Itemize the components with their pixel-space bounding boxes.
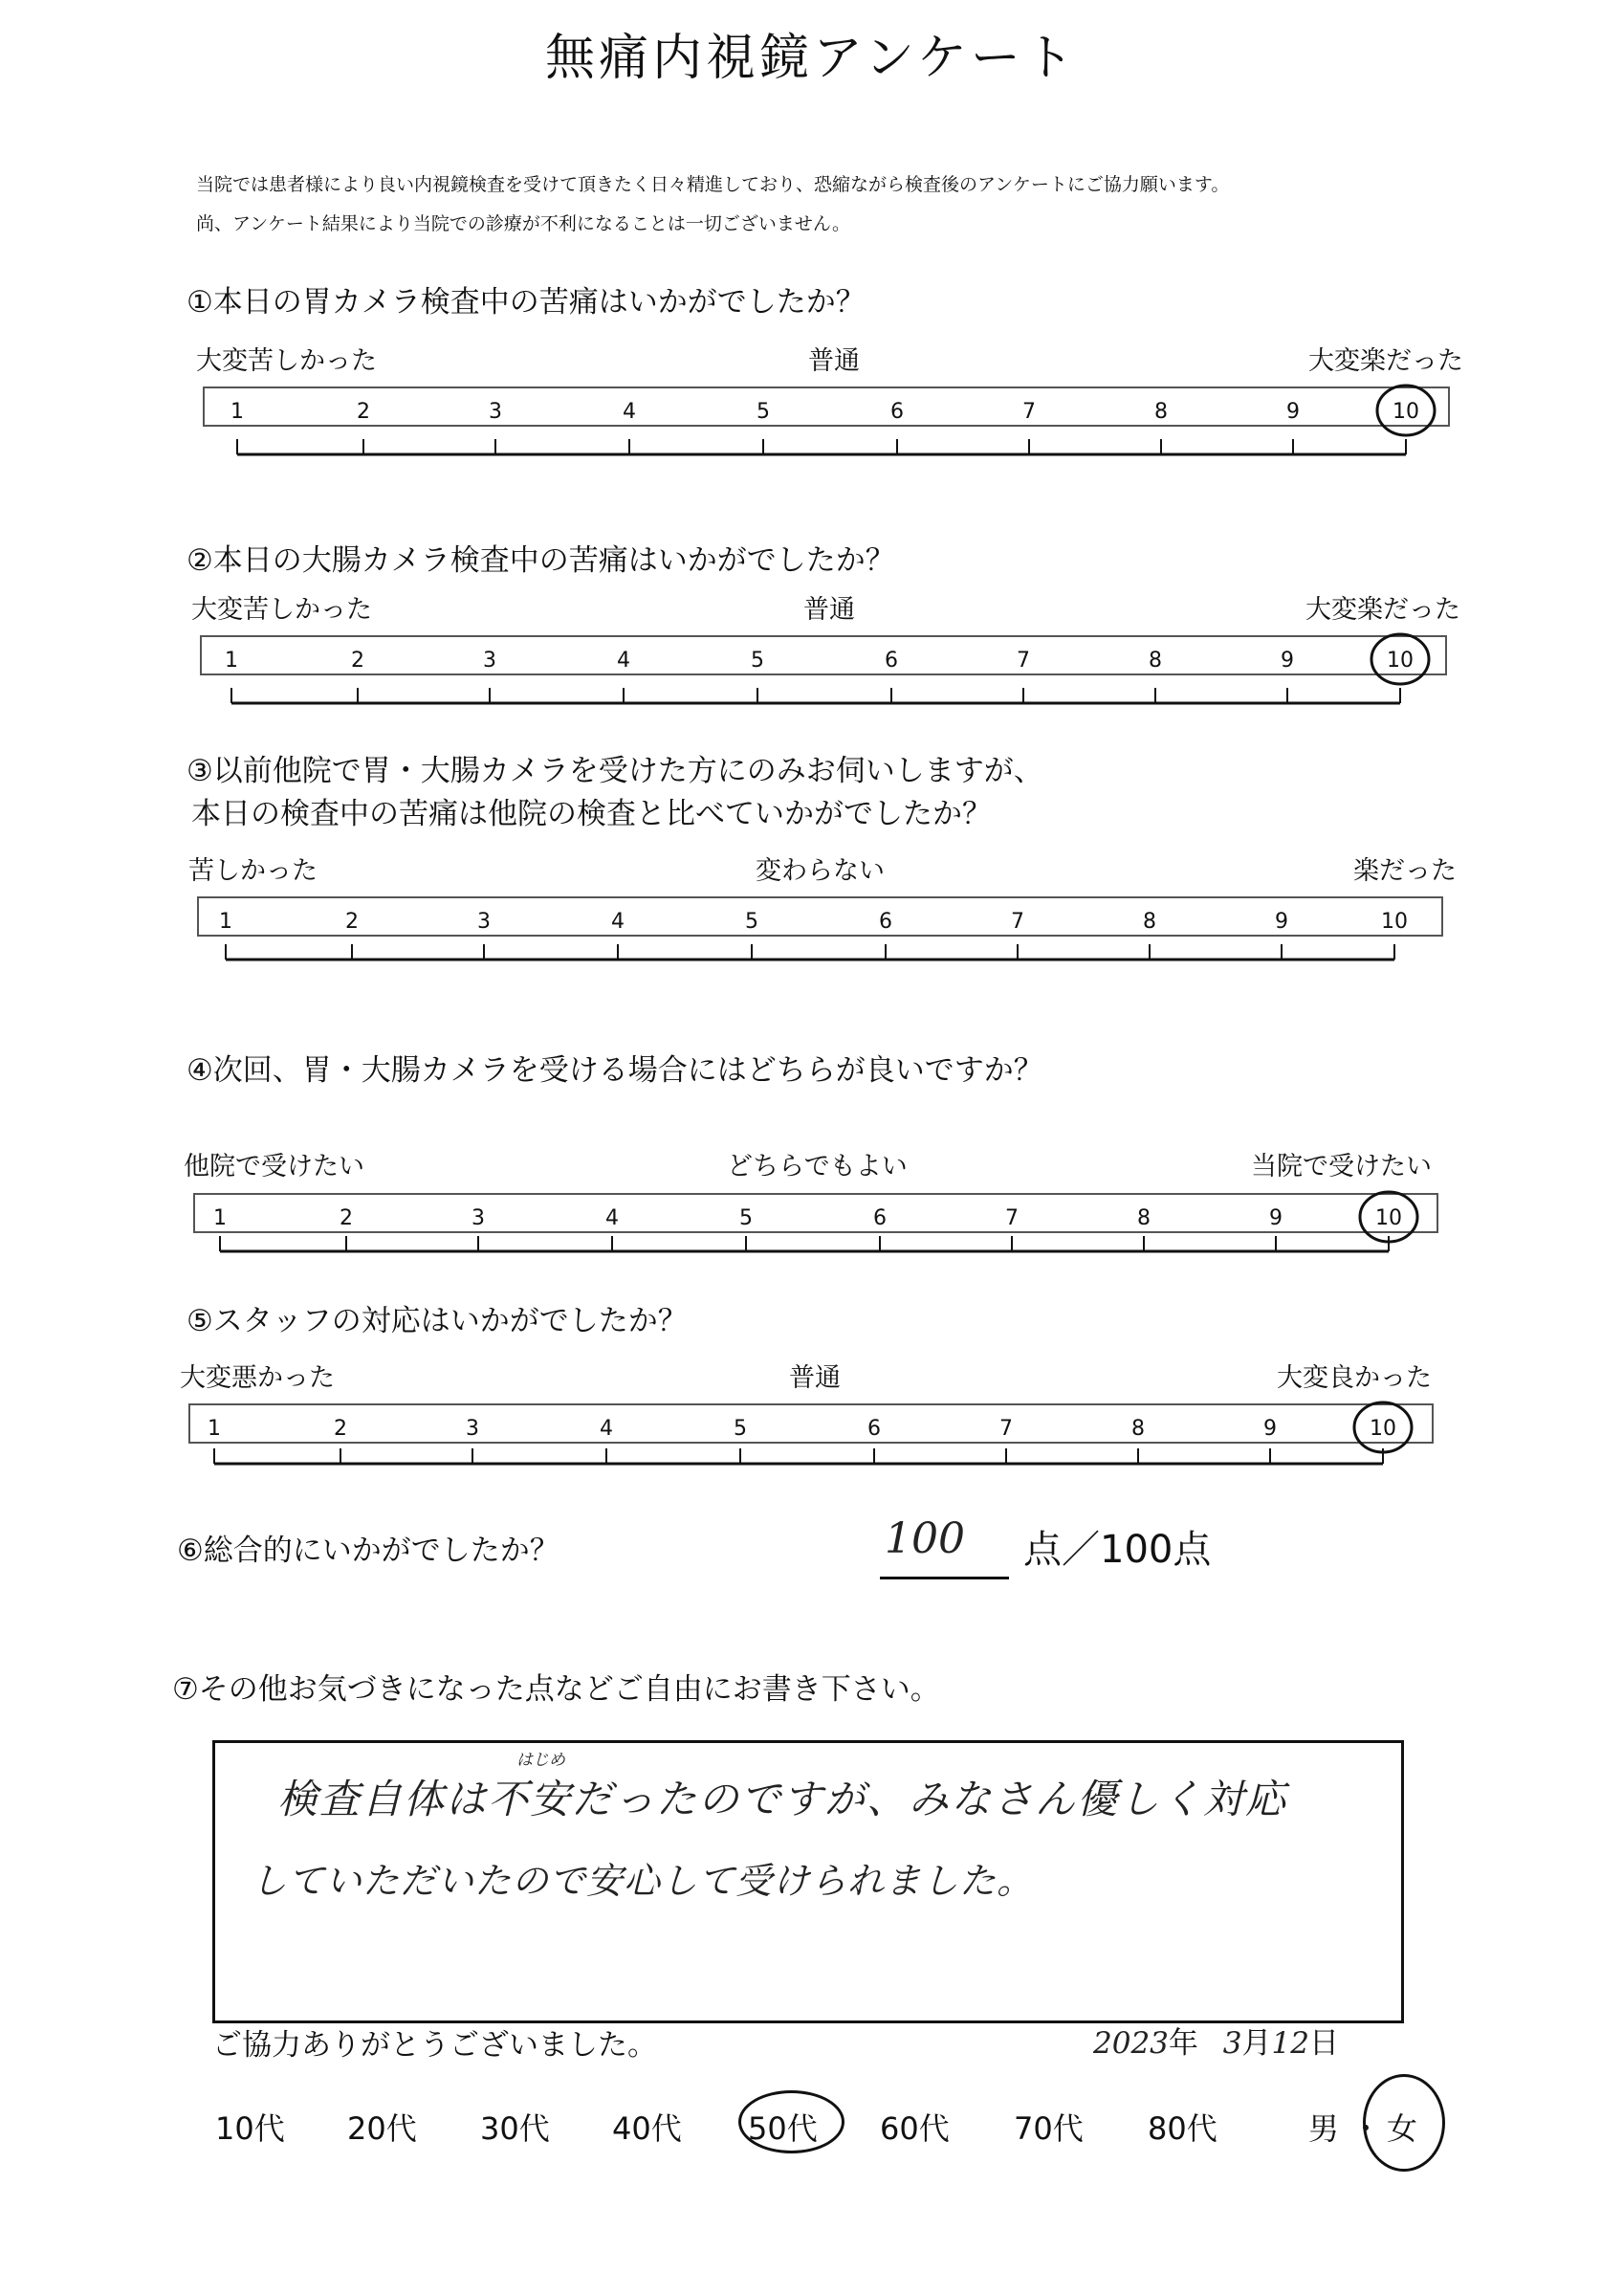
scale-number: 1 bbox=[225, 649, 238, 673]
scale-number: 1 bbox=[230, 400, 244, 424]
date-month: 3 bbox=[1222, 2026, 1242, 2061]
scale-number: 8 bbox=[1149, 649, 1162, 673]
scale-box-q4 bbox=[194, 1194, 1437, 1232]
thanks-text: ご協力ありがとうございました。 bbox=[212, 2028, 657, 2063]
scale-number: 2 bbox=[334, 1417, 347, 1441]
age-option-80s[interactable]: 80代 bbox=[1148, 2110, 1217, 2147]
comment-line-1: 検査自体は不安だったのですが、みなさん優しく対応 bbox=[277, 1776, 1288, 1822]
scale-number: 8 bbox=[1137, 1206, 1151, 1230]
question-5: ⑤スタッフの対応はいかがでしたか？ bbox=[186, 1304, 688, 1338]
comment-ruby: はじめ bbox=[516, 1751, 565, 1770]
age-option-10s[interactable]: 10代 bbox=[215, 2110, 285, 2147]
question-3: ③以前他院で胃・大腸カメラを受けた方にのみお伺いしますが、 bbox=[186, 754, 1043, 788]
scale-number: 4 bbox=[617, 649, 630, 673]
comment-line-2: していただいたので安心して受けられました。 bbox=[251, 1860, 1035, 1902]
scale-number: 2 bbox=[351, 649, 364, 673]
q2-right-label: 大変楽だった bbox=[1305, 595, 1460, 625]
scale-number: 3 bbox=[472, 1206, 485, 1230]
scale-number: 4 bbox=[605, 1206, 619, 1230]
scale-number: 6 bbox=[879, 910, 892, 934]
scale-number: 6 bbox=[873, 1206, 887, 1230]
scale-number: 9 bbox=[1281, 649, 1294, 673]
scale-number: 2 bbox=[340, 1206, 353, 1230]
q2-left-label: 大変苦しかった bbox=[191, 595, 372, 625]
date-year: 2023 bbox=[1093, 2026, 1169, 2061]
age-option-50s[interactable]: 50代 bbox=[748, 2110, 818, 2147]
question-4: ④次回、胃・大腸カメラを受ける場合にはどちらが良いですか？ bbox=[186, 1053, 1043, 1088]
scale-number: 4 bbox=[611, 910, 625, 934]
scale-number: 9 bbox=[1269, 1206, 1283, 1230]
scale-box-q2 bbox=[201, 636, 1446, 674]
score-suffix: 点／100点 bbox=[1023, 1528, 1212, 1572]
age-option-30s[interactable]: 30代 bbox=[480, 2110, 550, 2147]
gender-female[interactable]: 女 bbox=[1387, 2110, 1418, 2147]
age-option-70s[interactable]: 70代 bbox=[1014, 2110, 1084, 2147]
score-underline bbox=[880, 1577, 1009, 1579]
q3-right-label: 楽だった bbox=[1353, 856, 1457, 886]
scale-number: 8 bbox=[1143, 910, 1156, 934]
q1-right-label: 大変楽だった bbox=[1308, 346, 1463, 376]
date bbox=[1093, 2019, 1339, 2062]
total-score-value[interactable]: 100 bbox=[885, 1514, 965, 1563]
question-2: ②本日の大腸カメラ検査中の苦痛はいかがでしたか？ bbox=[186, 543, 895, 578]
q5-mid-label: 普通 bbox=[789, 1363, 841, 1393]
scale-number: 1 bbox=[208, 1417, 221, 1441]
scale-number: 5 bbox=[751, 649, 764, 673]
scale-number: 7 bbox=[1017, 649, 1030, 673]
selected-rating-circle-q4 bbox=[1360, 1192, 1417, 1242]
scale-number: 1 bbox=[219, 910, 232, 934]
scale-number: 6 bbox=[885, 649, 898, 673]
scale-number: 9 bbox=[1286, 400, 1300, 424]
scale-number: 3 bbox=[466, 1417, 479, 1441]
date-day-suffix: 日 bbox=[1308, 2026, 1339, 2061]
selected-rating-circle-q1 bbox=[1377, 386, 1435, 435]
selected-rating-circle-q5 bbox=[1354, 1402, 1412, 1452]
selected-rating-circle-q2 bbox=[1371, 634, 1429, 684]
date-day: 12 bbox=[1271, 2026, 1309, 2061]
selected-age-circle bbox=[738, 2090, 844, 2153]
age-option-40s[interactable]: 40代 bbox=[612, 2110, 682, 2147]
date-month-suffix: 月 bbox=[1241, 2026, 1272, 2061]
gender-male[interactable]: 男 bbox=[1308, 2110, 1340, 2147]
survey-title: 無痛内視鏡アンケート bbox=[545, 30, 1078, 87]
scale-number: 10 bbox=[1370, 1417, 1396, 1441]
scale-number: 7 bbox=[1022, 400, 1036, 424]
q4-mid-label: どちらでもよい bbox=[727, 1152, 908, 1181]
intro-line-1: 当院では患者様により良い内視鏡検査を受けて頂きたく日々精進しており、恐縮ながら検査後のアンケートにご協力願います。 bbox=[196, 174, 1230, 195]
scale-box-q5 bbox=[189, 1404, 1433, 1443]
scale-number: 7 bbox=[1011, 910, 1024, 934]
q2-mid-label: 普通 bbox=[803, 595, 855, 625]
date-year-suffix: 年 bbox=[1168, 2026, 1198, 2061]
scale-number: 5 bbox=[734, 1417, 747, 1441]
scale-number: 10 bbox=[1387, 649, 1414, 673]
scale-number: 5 bbox=[739, 1206, 753, 1230]
scale-number: 6 bbox=[890, 400, 904, 424]
question-3-line2: 本日の検査中の苦痛は他院の検査と比べていかがでしたか？ bbox=[191, 797, 992, 831]
scale-number: 10 bbox=[1381, 910, 1408, 934]
scale-number: 2 bbox=[345, 910, 359, 934]
scale-number: 10 bbox=[1393, 400, 1419, 424]
question-6: ⑥総合的にいかがでしたか？ bbox=[177, 1534, 559, 1568]
question-7: ⑦その他お気づきになった点などご自由にお書き下さい。 bbox=[172, 1672, 940, 1707]
scale-number: 9 bbox=[1263, 1417, 1277, 1441]
scale-number: 8 bbox=[1131, 1417, 1145, 1441]
q3-mid-label: 変わらない bbox=[756, 856, 885, 886]
scale-box-q3 bbox=[198, 897, 1442, 936]
q4-left-label: 他院で受けたい bbox=[184, 1152, 364, 1181]
scale-number: 3 bbox=[483, 649, 496, 673]
scale-number: 4 bbox=[623, 400, 636, 424]
gender-separator: ・ bbox=[1350, 2110, 1382, 2147]
scale-number: 7 bbox=[1005, 1206, 1019, 1230]
selected-gender-circle bbox=[1363, 2074, 1445, 2172]
scale-number: 8 bbox=[1154, 400, 1168, 424]
q5-right-label: 大変良かった bbox=[1277, 1363, 1432, 1393]
intro-line-2: 尚、アンケート結果により当院での診療が不利になることは一切ございません。 bbox=[196, 213, 851, 234]
scale-number: 3 bbox=[477, 910, 491, 934]
age-option-20s[interactable]: 20代 bbox=[347, 2110, 417, 2147]
question-1: ①本日の胃カメラ検査中の苦痛はいかがでしたか？ bbox=[186, 285, 866, 320]
scale-number: 2 bbox=[357, 400, 370, 424]
scale-number: 5 bbox=[745, 910, 758, 934]
scale-number: 9 bbox=[1275, 910, 1288, 934]
q1-left-label: 大変苦しかった bbox=[196, 346, 377, 376]
scale-number: 6 bbox=[867, 1417, 881, 1441]
scale-box-q1 bbox=[204, 387, 1449, 426]
scale-number: 1 bbox=[213, 1206, 227, 1230]
age-option-60s[interactable]: 60代 bbox=[880, 2110, 950, 2147]
scale-number: 5 bbox=[757, 400, 770, 424]
q4-right-label: 当院で受けたい bbox=[1251, 1152, 1432, 1181]
scale-number: 4 bbox=[600, 1417, 613, 1441]
scale-number: 7 bbox=[999, 1417, 1013, 1441]
scale-number: 3 bbox=[489, 400, 502, 424]
q5-left-label: 大変悪かった bbox=[180, 1363, 335, 1393]
q3-left-label: 苦しかった bbox=[188, 856, 318, 886]
scale-number: 10 bbox=[1375, 1206, 1402, 1230]
q1-mid-label: 普通 bbox=[808, 346, 860, 376]
